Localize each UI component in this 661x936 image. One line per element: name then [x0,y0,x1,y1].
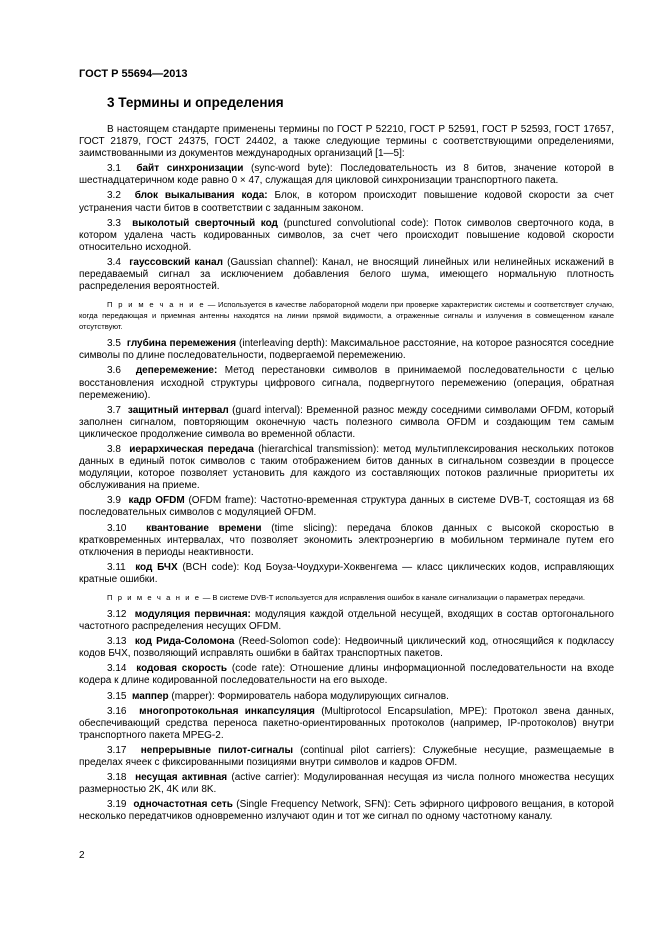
term-entry [79,799,614,823]
terms-content [79,124,614,824]
document-header: ГОСТ Р 55694—2013 [79,68,188,80]
term-definition: (Multiprotocol Encapsulation, MPE): Протокол звена данных, обеспечивающий средства переноса пакетно-ориентированных протоколов (например, IP-протоколов) внутри транспортного пакета MPEG-2. [79,705,614,741]
term-name: кодовая скорость [136,663,228,675]
term-entry [79,218,614,254]
term-entry [79,405,614,441]
term-entry [79,691,614,703]
term-definition: (BCH code): Код Боуза-Чоудхури-Хоквенгема — класс циклических кодов, исправляющих кратные ошибки. [79,561,614,585]
term-name: многопротокольная инкапсуляция [139,705,315,717]
term-definition: (Gaussian channel): Канал, не вносящий линейных или нелинейных искажений в передаваемый сигнал за исключением добавления белого шума, имеющего нормальную плотность распределения вероятностей. [79,256,614,293]
term-number: 3.5 [107,338,121,350]
term-number: 3.11 [107,561,126,573]
term-name: выколотый сверточный код [132,217,278,229]
term-number: 3.8 [107,443,121,455]
term-name: маппер [132,690,169,702]
term-entry [79,495,614,519]
term-number: 3.15 [107,690,127,702]
term-definition: (sync-word byte): Последовательность из 8 битов, значение которой в шестнадцатеричном коде равно 0 × 47, служащая для цикловой синхронизации транспортного пакета. [79,163,614,187]
term-name: код БЧХ [135,561,178,573]
term-name: несущая активная [135,772,228,784]
term-entry [79,190,614,214]
term-number: 3.10 [107,522,127,534]
term-name: деперемежение: [135,365,218,377]
term-definition: (OFDM frame): Частотно-временная структура данных в системе DVB-T, состоящая из 68 последовательных символов с модуляцией OFDM. [79,495,614,519]
term-definition: (hierarchical transmission): метод мультиплексирования нескольких потоков данных в единый поток символов с таким отображением битов данных в сигнальном созвездии в процессе модуляции, которое позволяет установить для каждого из составляющих потоков различные приоритеты их обслуживания на приеме. [79,443,614,492]
term-definition: Метод перестановки символов в принимаемой последовательности с целью восстановления исходной структуры цифрового сигнала, подвергнутого перемежению (операция, обратная перемежению). [79,365,614,401]
term-number: 3.4 [107,256,121,268]
term-entry [79,772,614,796]
term-name: одночастотная сеть [133,799,233,811]
term-name: блок выкалывания кода: [134,190,268,202]
term-definition: (Single Frequency Network, SFN): Сеть эфирного цифрового вещания, в которой несколько передатчиков одновременно излучают один и тот же сигнал по одному частотному каналу. [79,799,614,823]
term-entry [79,663,614,687]
term-number: 3.16 [107,705,127,717]
term-definition: (guard interval): Временной разнос между соседними символами OFDM, который заполнен сигналом, повторяющим оконечную часть полезного символа OFDM и создающим тем самым циклическое продолжение символа во временной области. [79,404,614,440]
term-name: байт синхронизации [136,163,244,175]
term-number: 3.7 [107,404,121,416]
term-name: непрерывные пилот-сигналы [140,744,294,756]
term-name: гауссовский канал [129,256,223,268]
term-definition: модуляция каждой отдельной несущей, входящих в состав ортогонального частотного распределения несущих OFDM. [79,609,614,633]
term-definition: (punctured convolutional code): Поток символов сверточного кода, в котором удалена часть кодированных символов, за счет чего происходит повышение кодовой скорости относительно исходной. [79,217,614,253]
term-name: глубина перемежения [126,338,237,350]
term-entry [79,562,614,586]
term-entry [79,163,614,187]
term-definition: (active carrier): Модулированная несущая из числа полного множества несущих размерностью 2K, 4K или 8K. [79,772,615,796]
term-number: 3.19 [107,799,127,811]
term-number: 3.9 [107,495,121,507]
term-name: защитный интервал [127,404,229,416]
term-entry [79,745,614,769]
term-definition: (Reed-Solomon code): Недвоичный циклический код, относящийся к подклассу кодов БЧХ, позволяющий исправлять ошибки в байтах транспортных пакетов. [79,636,614,660]
page-number: 2 [79,850,85,861]
terms-list [79,163,614,823]
term-entry [79,444,614,492]
term-definition: (interleaving depth): Максимальное расстояние, на которое разносятся соседние символы по длине последовательности, подвергаемой перемежению. [79,338,614,362]
term-name: модуляция первичная: [134,609,251,620]
term-entry [79,609,614,633]
term-number: 3.14 [107,663,127,675]
note-text: — Используется в качестве лабораторной модели при проверке характеристик системы и соответствует случаю, когда передающая и приемная антенны находятся на линии прямой видимости, а отраженные сигналы и излучения в совмещенном канале отсутствуют. [79,300,615,332]
term-name: иерархическая передача [129,443,254,455]
term-entry [79,636,614,660]
term-name: кадр OFDM [128,495,185,507]
intro-paragraph: В настоящем стандарте применены термины по ГОСТ Р 52210, ГОСТ Р 52591, ГОСТ Р 52593, ГОСТ 17657, ГОСТ 21879, ГОСТ 24375, ГОСТ 24402, а также следующие термины с соответствующими определениями, заимствованными из документов международных организаций [1—5]: [79,124,614,160]
term-number: 3.17 [107,744,127,756]
term-entry [79,523,614,559]
term-entry [79,706,614,742]
term-note [79,592,614,603]
term-number: 3.13 [107,636,127,648]
term-number: 3.6 [107,365,121,377]
term-number: 3.12 [107,609,127,620]
term-definition: (time slicing): передача блоков данных с высокой скоростью в кратковременных интервалах, что позволяет экономить электроэнергию в мобильном терминале путем его отключения в периоды неактивности. [79,522,614,558]
term-entry [79,365,614,401]
section-title: 3 Термины и определения [107,95,284,110]
term-note [79,299,614,332]
note-label: П р и м е ч а н и е [107,300,206,310]
term-name: код Рида-Соломона [134,636,235,648]
term-entry [79,338,614,362]
term-definition: (code rate): Отношение длины информационной последовательности на входе кодера к длине кодированной последовательности на его выходе. [79,663,615,687]
term-definition: Блок, в котором происходит повышение кодовой скорости за счет устранения части битов в соответствии с заданным законом. [79,190,614,214]
note-text: — В системе DVB-T используется для исправления ошибок в канале сигнализации о параметрах передачи. [200,593,585,602]
term-number: 3.2 [107,190,121,202]
term-number: 3.3 [107,217,121,229]
term-name: квантование времени [146,522,262,534]
term-definition: (continual pilot carriers): Служебные несущие, размещаемые в пределах ячеек с фиксированными позициями внутри символов и кадров OFDM. [79,744,615,769]
term-entry [79,257,614,293]
note-label: П р и м е ч а н и е [107,593,201,602]
term-number: 3.1 [107,163,121,175]
term-number: 3.18 [107,772,127,784]
term-definition: (mapper): Формирователь набора модулирующих сигналов. [168,690,449,702]
